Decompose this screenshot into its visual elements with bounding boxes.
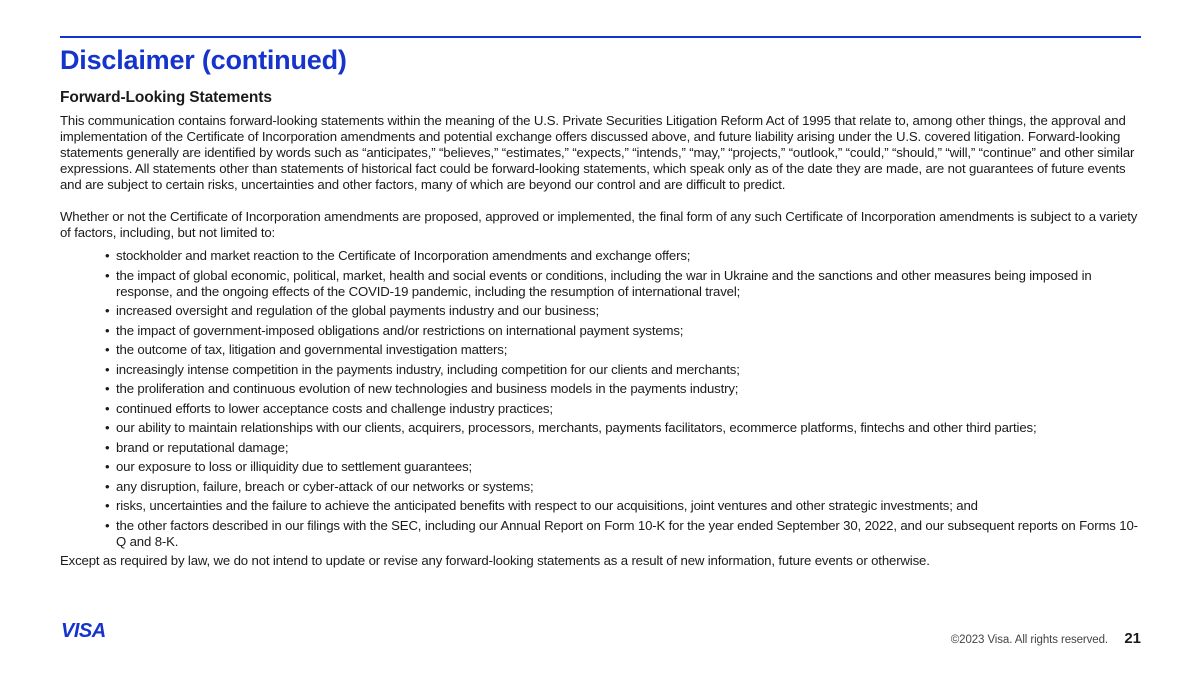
bullet-dot: • (105, 381, 110, 396)
section-heading: Forward-Looking Statements (60, 89, 272, 106)
bullet-dot: • (105, 342, 110, 357)
list-item-text: brand or reputational damage; (116, 439, 289, 455)
list-item-text: increased oversight and regulation of the global payments industry and our business; (116, 303, 599, 318)
list-item (105, 362, 1140, 378)
list-item (105, 459, 1140, 475)
copyright-notice: ©2023 Visa. All rights reserved. (950, 634, 1108, 646)
list-item-text: the other factors described in our filings with the SEC, including our Annual Report on Form 10-K for the year ended September 30, 2022, and our subsequent reports on Forms 10-Q and 8-K. (116, 517, 1138, 549)
list-item-text: any disruption, failure, breach or cyber-attack of our networks or systems; (116, 478, 534, 494)
list-item-text: stockholder and market reaction to the Certificate of Incorporation amendments and exchange offers; (116, 248, 691, 263)
list-item-text: continued efforts to lower acceptance costs and challenge industry practices; (116, 400, 553, 416)
list-item (105, 303, 1140, 319)
intro-paragraph: This communication contains forward-looking statements within the meaning of the U.S. Private Securities Litigation Reform Act of 1995 that relate to, among other things, the approval and implementation of the Certificate of Incorporation amendments and potential exchange offers discussed above, and future liability arising under the U.S. covered litigation. Forward-looking statements generally are identified by words such as “anticipates,” “believes,” “estimates,” “expects,” “intends,” “may,” “projects,” “outlook,” “could,” “should,” “will,” “continue” and other similar expressions. All statements other than statements of historical fact could be forward-looking statements, which speak only as of the date they are made, are not guarantees of future events and are subject to certain risks, uncertainties and other factors, many of which are beyond our control and are difficult to predict. (60, 113, 1135, 192)
list-item-text: the outcome of tax, litigation and governmental investigation matters; (116, 342, 508, 357)
list-item-text: risks, uncertainties and the failure to achieve the anticipated benefits with respect to our acquisitions, joint ventures and other strategic investments; and (116, 498, 978, 513)
bullet-dot: • (105, 459, 110, 474)
visa-logo-text: VISA (61, 620, 106, 640)
bullet-dot: • (105, 400, 110, 416)
disclaimer-content (60, 88, 1140, 569)
list-item-text: our exposure to loss or illiquidity due to settlement guarantees; (116, 459, 473, 474)
bullet-dot: • (105, 361, 110, 377)
list-item-text: the proliferation and continuous evolution of new technologies and business models in the payments industry; (116, 381, 739, 396)
paragraph-spacer (60, 193, 1140, 209)
list-item (105, 420, 1140, 436)
bullet-dot: • (105, 517, 110, 533)
list-item (105, 479, 1140, 495)
bullet-dot: • (105, 420, 110, 435)
list-item-text: increasingly intense competition in the payments industry, including competition for our clients and merchants; (116, 361, 740, 377)
bullet-dot: • (105, 248, 110, 263)
list-item (105, 268, 1140, 300)
list-item (105, 401, 1140, 417)
list-item (105, 248, 1140, 264)
risk-factor-list (60, 248, 1140, 550)
list-item-text: our ability to maintain relationships with our clients, acquirers, processors, merchants, payments facilitators, ecommerce platforms, fintechs and other third parties; (116, 420, 1037, 435)
list-item (105, 440, 1140, 456)
page-title: Disclaimer (continued) (60, 45, 347, 75)
header-divider (60, 36, 1141, 38)
list-item (105, 381, 1140, 397)
bullet-dot: • (105, 303, 110, 318)
bullet-dot: • (105, 478, 110, 494)
closing-paragraph: Except as required by law, we do not intend to update or revise any forward-looking statements as a result of new information, future events or otherwise. (60, 553, 930, 568)
visa-logo (61, 619, 115, 640)
bullet-dot: • (105, 439, 110, 455)
bullet-dot: • (105, 267, 110, 283)
factors-paragraph: Whether or not the Certificate of Incorporation amendments are proposed, approved or implemented, the final form of any such Certificate of Incorporation amendments is subject to a variety of factors, including, but not limited to: (60, 209, 1138, 240)
list-item-text: the impact of global economic, political, market, health and social events or conditions, including the war in Ukraine and the sanctions and other measures being imposed in response, and the ongoing effects of the COVID-19 pandemic, including the resumption of international travel; (116, 267, 1092, 299)
list-item (105, 518, 1140, 550)
list-item (105, 342, 1140, 358)
bullet-dot: • (105, 498, 110, 513)
page-number: 21 (1124, 630, 1141, 647)
list-item (105, 323, 1140, 339)
bullet-dot: • (105, 322, 110, 338)
list-item-text: the impact of government-imposed obligations and/or restrictions on international payment systems; (116, 322, 684, 338)
list-item (105, 498, 1140, 514)
